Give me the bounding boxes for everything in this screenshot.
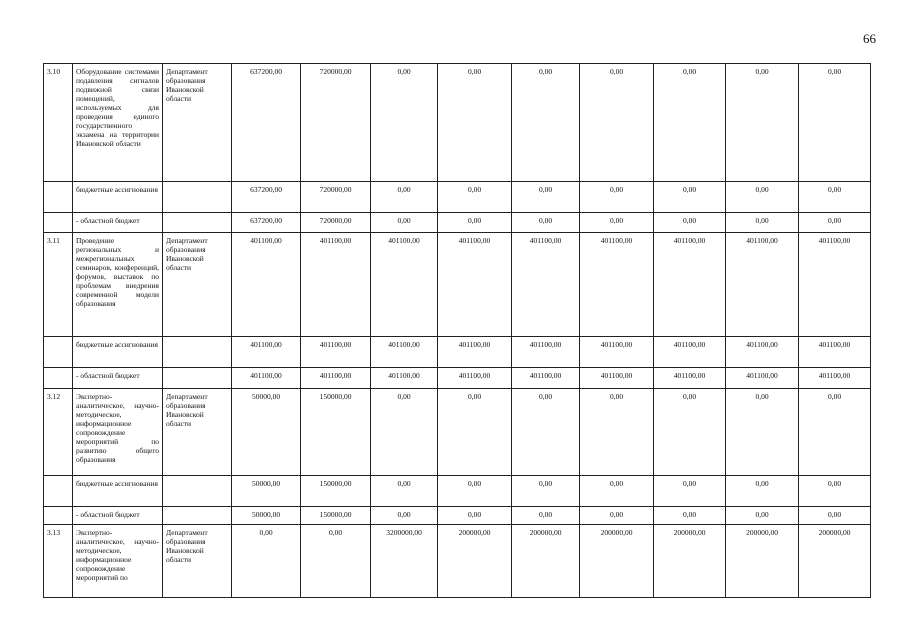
amount-cell: 401100,00 bbox=[232, 368, 301, 389]
amount-cell: 50000,00 bbox=[232, 507, 301, 525]
item-executor bbox=[163, 337, 232, 368]
amount-cell: 637200,00 bbox=[232, 182, 301, 213]
amount-cell: 637200,00 bbox=[232, 213, 301, 233]
amount-cell: 0,00 bbox=[371, 476, 438, 507]
amount-cell: 401100,00 bbox=[301, 337, 371, 368]
funding-row bbox=[44, 337, 871, 368]
funding-row bbox=[44, 368, 871, 389]
amount-cell: 0,00 bbox=[799, 507, 871, 525]
amount-cell: 0,00 bbox=[654, 182, 726, 213]
item-name: - областной бюджет bbox=[73, 213, 163, 233]
amount-cell: 401100,00 bbox=[654, 337, 726, 368]
amount-cell: 401100,00 bbox=[580, 233, 654, 337]
amount-cell: 0,00 bbox=[654, 476, 726, 507]
amount-cell: 0,00 bbox=[512, 64, 580, 182]
amount-cell: 0,00 bbox=[654, 213, 726, 233]
amount-cell: 0,00 bbox=[438, 476, 512, 507]
amount-cell: 0,00 bbox=[580, 213, 654, 233]
item-name: бюджетные ассигнования bbox=[73, 476, 163, 507]
amount-cell: 401100,00 bbox=[371, 337, 438, 368]
amount-cell: 401100,00 bbox=[301, 233, 371, 337]
item-name: бюджетные ассигнования bbox=[73, 337, 163, 368]
amount-cell: 401100,00 bbox=[371, 233, 438, 337]
amount-cell: 0,00 bbox=[232, 525, 301, 598]
program-row bbox=[44, 233, 871, 337]
amount-cell: 401100,00 bbox=[438, 233, 512, 337]
amount-cell: 401100,00 bbox=[232, 233, 301, 337]
amount-cell: 0,00 bbox=[580, 389, 654, 476]
program-row bbox=[44, 389, 871, 476]
amount-cell: 0,00 bbox=[799, 182, 871, 213]
amount-cell: 401100,00 bbox=[438, 337, 512, 368]
amount-cell: 200000,00 bbox=[580, 525, 654, 598]
amount-cell: 401100,00 bbox=[438, 368, 512, 389]
amount-cell: 401100,00 bbox=[799, 233, 871, 337]
amount-cell: 200000,00 bbox=[726, 525, 799, 598]
amount-cell: 401100,00 bbox=[580, 368, 654, 389]
amount-cell: 401100,00 bbox=[726, 233, 799, 337]
item-name: Оборудование системами подавления сигналов подвижной связи помещений, используемых для проведения единого государственного экзамена на территории Ивановской области bbox=[73, 64, 163, 182]
item-code: 3.10 bbox=[44, 64, 73, 182]
program-row bbox=[44, 64, 871, 182]
amount-cell: 401100,00 bbox=[512, 368, 580, 389]
amount-cell: 0,00 bbox=[371, 389, 438, 476]
amount-cell: 401100,00 bbox=[654, 368, 726, 389]
amount-cell: 0,00 bbox=[580, 507, 654, 525]
item-executor bbox=[163, 507, 232, 525]
amount-cell: 0,00 bbox=[371, 507, 438, 525]
amount-cell: 0,00 bbox=[580, 476, 654, 507]
amount-cell: 0,00 bbox=[654, 64, 726, 182]
page-number: 66 bbox=[863, 31, 876, 46]
amount-cell: 0,00 bbox=[799, 213, 871, 233]
item-executor bbox=[163, 368, 232, 389]
item-name: Экспертно-аналитическое, научно-методическое, информационное сопровождение мероприятий по развитию общего образования bbox=[73, 389, 163, 476]
item-code: 3.11 bbox=[44, 233, 73, 337]
amount-cell: 0,00 bbox=[726, 476, 799, 507]
item-name: - областной бюджет bbox=[73, 368, 163, 389]
item-executor: Департамент образования Ивановской области bbox=[163, 64, 232, 182]
funding-row bbox=[44, 507, 871, 525]
amount-cell: 0,00 bbox=[301, 525, 371, 598]
amount-cell: 0,00 bbox=[371, 182, 438, 213]
amount-cell: 0,00 bbox=[371, 64, 438, 182]
amount-cell: 0,00 bbox=[371, 213, 438, 233]
amount-cell: 401100,00 bbox=[654, 233, 726, 337]
amount-cell: 50000,00 bbox=[232, 389, 301, 476]
item-executor: Департамент образования Ивановской области bbox=[163, 389, 232, 476]
amount-cell: 720000,00 bbox=[301, 213, 371, 233]
item-code: 3.13 bbox=[44, 525, 73, 598]
item-executor: Департамент образования Ивановской области bbox=[163, 525, 232, 598]
amount-cell: 0,00 bbox=[438, 213, 512, 233]
item-name: Проведение региональных и межрегиональных семинаров, конференций, форумов, выставок по проблемам внедрения современной модели образования bbox=[73, 233, 163, 337]
amount-cell: 0,00 bbox=[580, 64, 654, 182]
item-executor bbox=[163, 213, 232, 233]
amount-cell: 0,00 bbox=[799, 64, 871, 182]
amount-cell: 0,00 bbox=[726, 182, 799, 213]
amount-cell: 0,00 bbox=[726, 213, 799, 233]
item-code bbox=[44, 337, 73, 368]
amount-cell: 401100,00 bbox=[301, 368, 371, 389]
amount-cell: 401100,00 bbox=[580, 337, 654, 368]
amount-cell: 637200,00 bbox=[232, 64, 301, 182]
amount-cell: 401100,00 bbox=[726, 368, 799, 389]
item-code: 3.12 bbox=[44, 389, 73, 476]
amount-cell: 50000,00 bbox=[232, 476, 301, 507]
amount-cell: 0,00 bbox=[726, 507, 799, 525]
item-code bbox=[44, 213, 73, 233]
program-row bbox=[44, 525, 871, 598]
amount-cell: 150000,00 bbox=[301, 389, 371, 476]
item-executor: Департамент образования Ивановской области bbox=[163, 233, 232, 337]
amount-cell: 0,00 bbox=[438, 182, 512, 213]
amount-cell: 200000,00 bbox=[512, 525, 580, 598]
funding-row bbox=[44, 213, 871, 233]
amount-cell: 0,00 bbox=[654, 389, 726, 476]
amount-cell: 0,00 bbox=[654, 507, 726, 525]
item-code bbox=[44, 507, 73, 525]
amount-cell: 150000,00 bbox=[301, 507, 371, 525]
amount-cell: 0,00 bbox=[799, 476, 871, 507]
amount-cell: 0,00 bbox=[512, 389, 580, 476]
amount-cell: 200000,00 bbox=[438, 525, 512, 598]
item-executor bbox=[163, 182, 232, 213]
amount-cell: 0,00 bbox=[512, 182, 580, 213]
amount-cell: 401100,00 bbox=[512, 337, 580, 368]
funding-row bbox=[44, 182, 871, 213]
item-name: Экспертно-аналитическое, научно-методическое, информационное сопровождение мероприятий по bbox=[73, 525, 163, 598]
amount-cell: 0,00 bbox=[726, 64, 799, 182]
amount-cell: 200000,00 bbox=[654, 525, 726, 598]
amount-cell: 0,00 bbox=[438, 389, 512, 476]
amount-cell: 401100,00 bbox=[799, 337, 871, 368]
amount-cell: 0,00 bbox=[580, 182, 654, 213]
amount-cell: 401100,00 bbox=[371, 368, 438, 389]
amount-cell: 3200000,00 bbox=[371, 525, 438, 598]
amount-cell: 720000,00 bbox=[301, 182, 371, 213]
item-code bbox=[44, 368, 73, 389]
item-code bbox=[44, 476, 73, 507]
amount-cell: 0,00 bbox=[512, 476, 580, 507]
amount-cell: 401100,00 bbox=[726, 337, 799, 368]
amount-cell: 0,00 bbox=[438, 64, 512, 182]
item-name: - областной бюджет bbox=[73, 507, 163, 525]
amount-cell: 0,00 bbox=[438, 507, 512, 525]
amount-cell: 0,00 bbox=[512, 213, 580, 233]
amount-cell: 401100,00 bbox=[232, 337, 301, 368]
amount-cell: 0,00 bbox=[512, 507, 580, 525]
amount-cell: 401100,00 bbox=[799, 368, 871, 389]
amount-cell: 401100,00 bbox=[512, 233, 580, 337]
amount-cell: 0,00 bbox=[799, 389, 871, 476]
amount-cell: 0,00 bbox=[726, 389, 799, 476]
item-code bbox=[44, 182, 73, 213]
budget-table bbox=[43, 63, 871, 598]
item-executor bbox=[163, 476, 232, 507]
funding-row bbox=[44, 476, 871, 507]
item-name: бюджетные ассигнования bbox=[73, 182, 163, 213]
amount-cell: 200000,00 bbox=[799, 525, 871, 598]
amount-cell: 720000,00 bbox=[301, 64, 371, 182]
amount-cell: 150000,00 bbox=[301, 476, 371, 507]
